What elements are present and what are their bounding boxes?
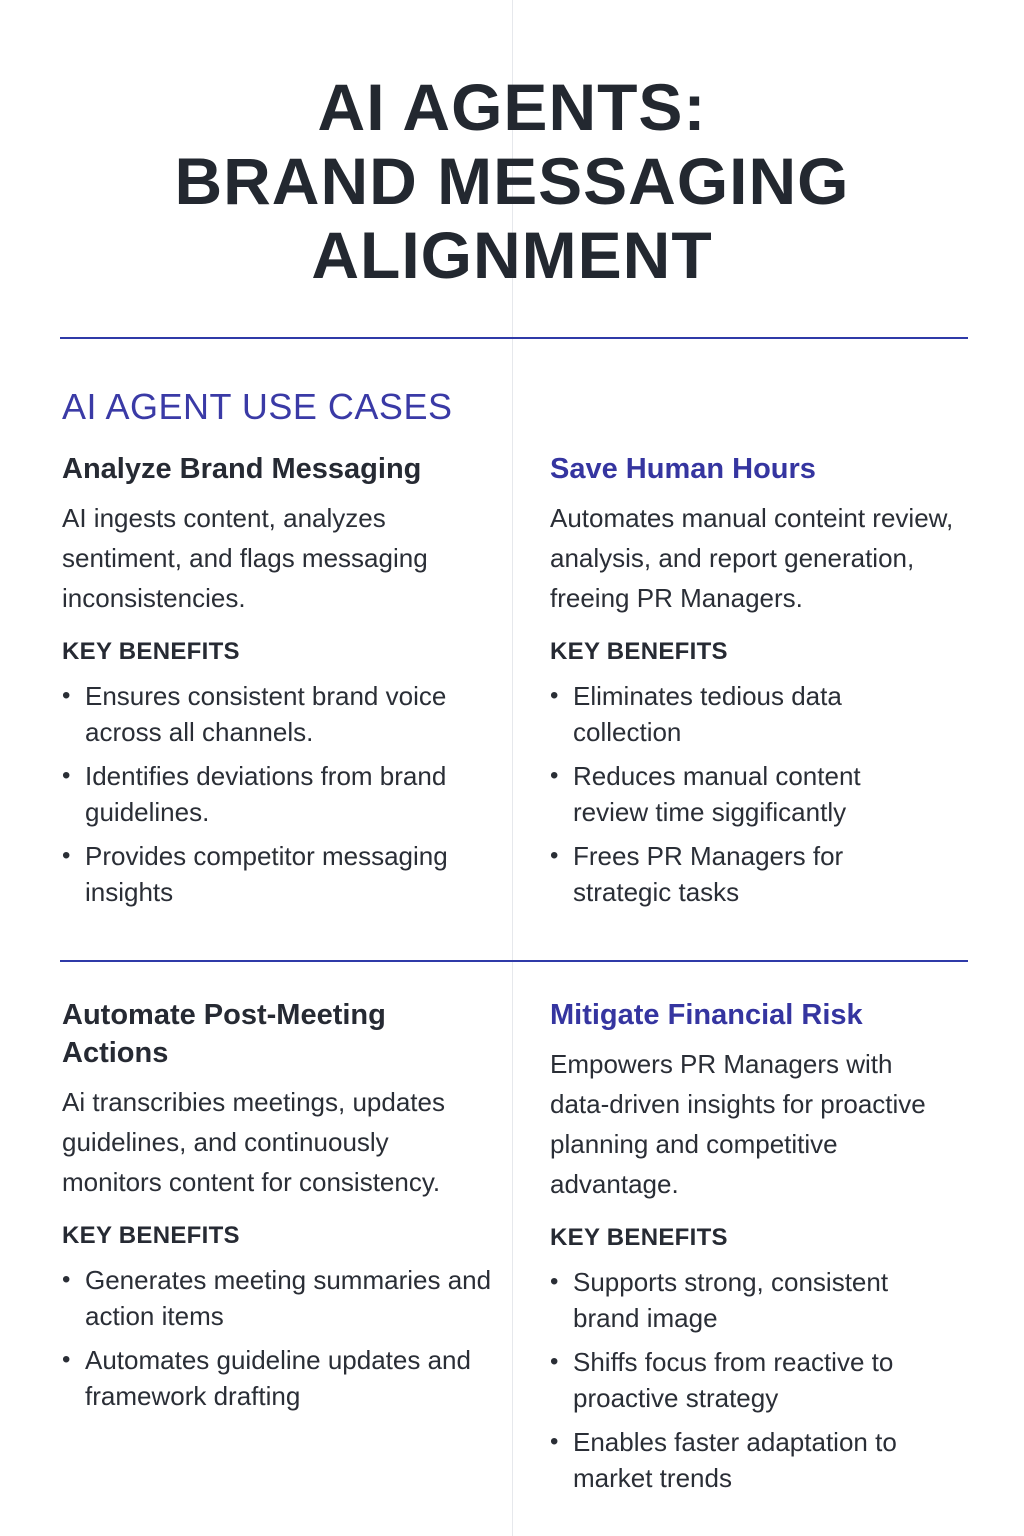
- card-automate-post-meeting-actions: [62, 996, 502, 1422]
- card-description: Ai transcribies meetings, updates guidelines, and continuously monitors content for consistency.: [62, 1087, 445, 1197]
- benefits-list: [62, 678, 492, 910]
- card-analyze-brand-messaging: [62, 450, 502, 918]
- benefit-item: • Identifies deviations from brand guidelines.: [62, 758, 492, 830]
- card-mitigate-financial-risk: [550, 996, 990, 1504]
- card-description: Automates manual conteint review, analysis, and report generation, freeing PR Managers.: [550, 503, 954, 613]
- page-title: [0, 70, 1024, 292]
- title-line: BRAND MESSAGING: [174, 144, 850, 218]
- middle-divider: [60, 960, 968, 962]
- top-divider: [60, 337, 968, 339]
- benefit-item: • Enables faster adaptation to market trends: [550, 1424, 940, 1496]
- benefits-list: [550, 678, 910, 910]
- title-line: ALIGNMENT: [311, 218, 713, 292]
- benefit-item: • Frees PR Managers for strategic tasks: [550, 838, 910, 910]
- title-line: AI AGENTS:: [317, 70, 707, 144]
- card-title: Mitigate Financial Risk: [550, 999, 863, 1031]
- card-description: Empowers PR Managers with data-driven insights for proactive planning and competitive advantage.: [550, 1049, 926, 1199]
- card-title: Save Human Hours: [550, 453, 816, 485]
- key-benefits-label: KEY BENEFITS: [550, 638, 728, 665]
- key-benefits-label: KEY BENEFITS: [550, 1224, 728, 1251]
- card-save-human-hours: [550, 450, 1000, 918]
- benefit-item: • Generates meeting summaries and action items: [62, 1262, 492, 1334]
- benefit-item: • Supports strong, consistent brand image: [550, 1264, 940, 1336]
- card-title: Analyze Brand Messaging: [62, 453, 422, 485]
- benefit-item: • Automates guideline updates and framework drafting: [62, 1342, 492, 1414]
- benefit-item: • Provides competitor messaging insights: [62, 838, 492, 910]
- benefit-item: • Reduces manual content review time siggificantly: [550, 758, 910, 830]
- benefits-list: [62, 1262, 492, 1414]
- benefit-item: • Ensures consistent brand voice across all channels.: [62, 678, 492, 750]
- benefits-list: [550, 1264, 940, 1496]
- benefit-item: • Shiffs focus from reactive to proactive strategy: [550, 1344, 940, 1416]
- card-description: AI ingests content, analyzes sentiment, and flags messaging inconsistencies.: [62, 503, 428, 613]
- benefit-item: • Eliminates tedious data collection: [550, 678, 910, 750]
- key-benefits-label: KEY BENEFITS: [62, 1222, 240, 1249]
- section-label: AI AGENT USE CASES: [62, 386, 453, 427]
- card-title: Automate Post-Meeting Actions: [62, 999, 386, 1069]
- key-benefits-label: KEY BENEFITS: [62, 638, 240, 665]
